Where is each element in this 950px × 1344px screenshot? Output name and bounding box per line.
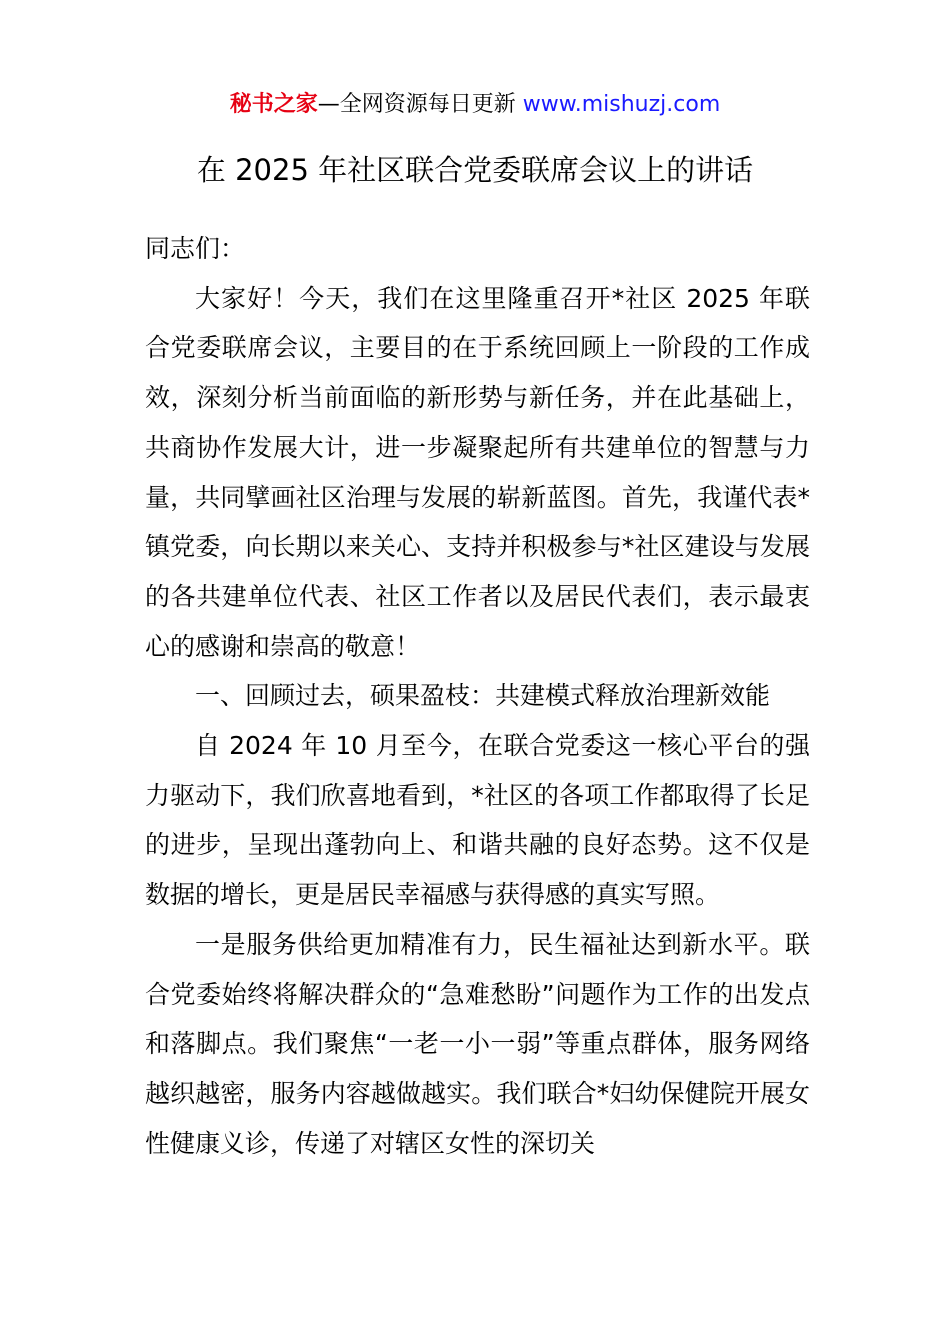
paragraph-service: 一是服务供给更加精准有力，民生福祉达到新水平。联合党委始终将解决群众的“急难愁盼”问题作为工作的出发点和落脚点。我们聚焦“一老一小一弱”等重点群体，服务网络越织越密，服务内容越做越实。我们联合*妇幼保健院开展女性健康义诊，传递了对辖区女性的深切关 bbox=[145, 929, 810, 1158]
salutation: 同志们： bbox=[145, 234, 246, 263]
header-tagline: —全网资源每日更新 bbox=[317, 92, 516, 117]
document-title: 在 2025 年社区联合党委联席会议上的讲话 bbox=[196, 153, 754, 187]
site-url-link[interactable]: www.mishuzj.com bbox=[522, 92, 721, 117]
brand-name: 秘书之家 bbox=[229, 92, 318, 117]
paragraph-review: 自 2024 年 10 月至今，在联合党委这一核心平台的强力驱动下，我们欣喜地看到，*社区的各项工作都取得了长足的进步，呈现出蓬勃向上、和谐共融的良好态势。这不仅是数据的增长，更是居民幸福感与获得感的真实写照。 bbox=[145, 731, 810, 910]
document-body bbox=[145, 224, 810, 1168]
section-heading-one: 一、回顾过去，硕果盈枝：共建模式释放治理新效能 bbox=[195, 681, 771, 711]
site-header bbox=[0, 88, 950, 122]
paragraph-opening: 大家好！今天，我们在这里隆重召开*社区 2025 年联合党委联席会议，主要目的在于系统回顾上一阶段的工作成效，深刻分析当前面临的新形势与新任务，并在此基础上，共商协作发展大计，进一步凝聚起所有共建单位的智慧与力量，共同擘画社区治理与发展的崭新蓝图。首先，我谨代表*镇党委，向长期以来关心、支持并积极参与*社区建设与发展的各共建单位代表、社区工作者以及居民代表们，表示最衷心的感谢和崇高的敬意！ bbox=[145, 283, 810, 661]
